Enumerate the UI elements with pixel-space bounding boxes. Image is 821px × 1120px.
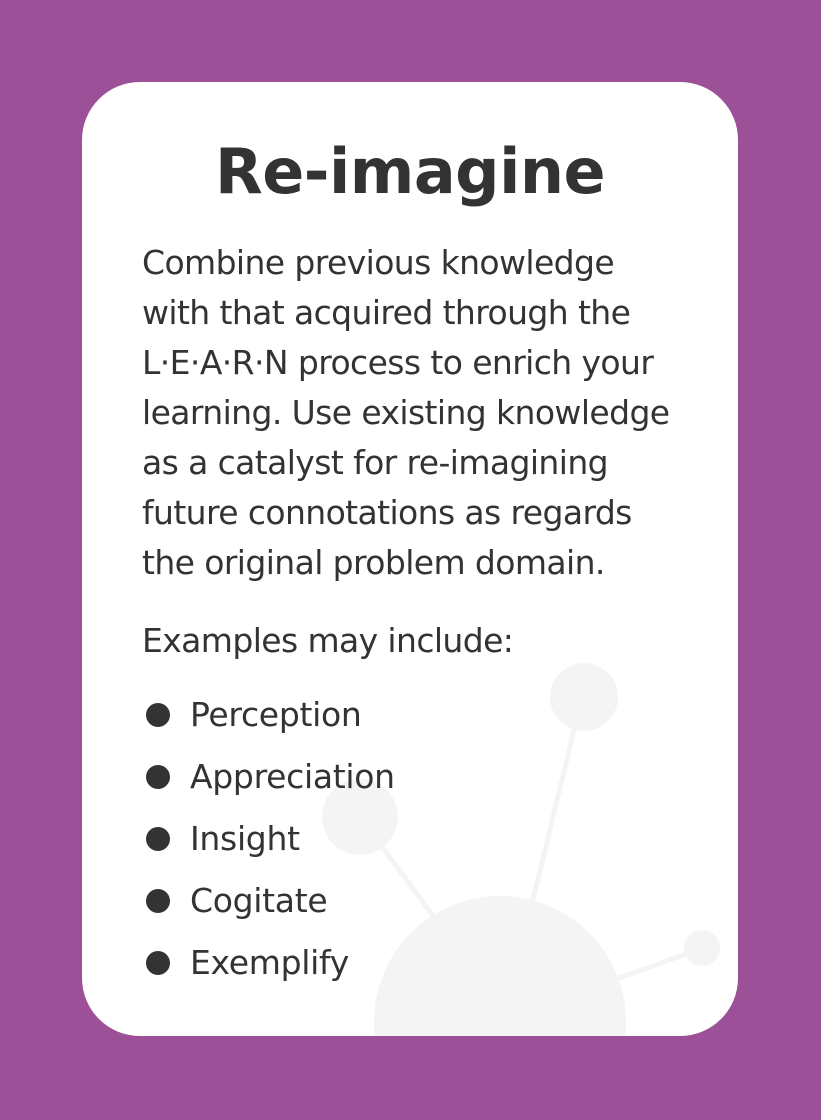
bullet-icon <box>146 889 170 913</box>
list-item <box>142 746 395 808</box>
examples-list <box>142 684 395 994</box>
examples-heading: Examples may include: <box>142 621 514 660</box>
card-title: Re-imagine <box>214 135 606 208</box>
example-label: Cogitate <box>190 881 328 920</box>
list-item <box>142 932 395 994</box>
node-circle-top <box>550 663 618 731</box>
example-label: Exemplify <box>190 943 349 982</box>
list-item <box>142 684 395 746</box>
node-circle-right <box>684 930 720 966</box>
example-label: Perception <box>190 695 362 734</box>
example-label: Appreciation <box>190 757 395 796</box>
info-card <box>82 82 738 1036</box>
bullet-icon <box>146 951 170 975</box>
bullet-icon <box>146 703 170 727</box>
card-description: Combine previous knowledge with that acquired through the L·E·A·R·N process to enrich your learning. Use existing knowledge as a catalyst for re-imagining future connotations as regards the original problem domain. <box>142 243 670 582</box>
example-label: Insight <box>190 819 300 858</box>
bullet-icon <box>146 827 170 851</box>
list-item <box>142 808 395 870</box>
list-item <box>142 870 395 932</box>
node-circle-large <box>374 896 626 1036</box>
bullet-icon <box>146 765 170 789</box>
